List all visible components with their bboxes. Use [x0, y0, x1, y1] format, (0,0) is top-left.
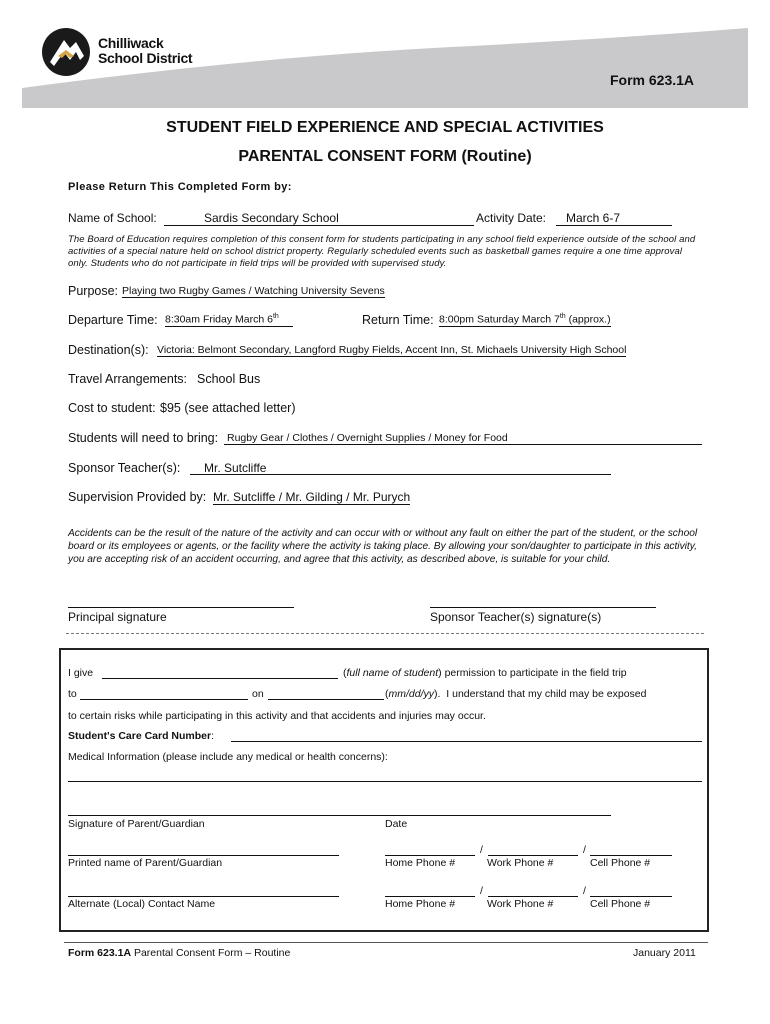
supervision-label: Supervision Provided by: [68, 490, 207, 504]
return-by-label: Please Return This Completed Form by: [68, 181, 292, 193]
travel-label: Travel Arrangements: [68, 372, 188, 386]
trip-date-line[interactable] [268, 699, 384, 700]
i-give-label: I give [68, 667, 94, 679]
accidents-notice: Accidents can be the result of the nature of the activity and can occur with or without any fault on either the part of the student, or the school board or its employees or agents, or the facility where the activity is taking place. By allowing your son/daughter to participate in this activity, you are accepting risk of an accident occurring, and agree that this activity, as described above, is suitable for your child. [68, 528, 698, 565]
activity-date-value[interactable]: March 6-7 [566, 211, 621, 225]
district-name-line2: School District [98, 50, 193, 66]
trip-destination-line[interactable] [80, 699, 248, 700]
footer-rule [64, 942, 708, 943]
alt-home-phone-line[interactable] [385, 896, 475, 897]
work-phone-label: Work Phone # [487, 857, 554, 869]
cut-line [66, 633, 704, 634]
printed-name-label: Printed name of Parent/Guardian [68, 857, 223, 869]
medical-label: Medical Information (please include any medical or health concerns): [68, 751, 388, 763]
alt-work-phone-line[interactable] [488, 896, 578, 897]
footer-date: January 2011 [633, 947, 696, 959]
cost-value[interactable]: $95 (see attached letter) [160, 401, 296, 415]
departure-sup: th [272, 313, 279, 320]
purpose-value[interactable]: Playing two Rugby Games / Watching University Sevens [122, 285, 385, 297]
return-suffix: (approx.) [568, 313, 611, 326]
activity-date-label: Activity Date: [476, 211, 547, 225]
care-card-line[interactable] [231, 741, 702, 742]
risks-text: to certain risks while participating in this activity and that accidents and injuries may occur. [68, 710, 486, 722]
phone-separator-3: / [480, 885, 483, 897]
alternate-contact-label: Alternate (Local) Contact Name [68, 898, 216, 910]
permission-text: permission to participate in the field trip [444, 667, 627, 679]
destination-label: Destination(s): [68, 343, 149, 357]
departure-label: Departure Time: [68, 313, 158, 327]
date-format-note: mm/dd/yy [388, 688, 435, 700]
principal-signature-label: Principal signature [68, 610, 167, 624]
bring-value[interactable]: Rugby Gear / Clothes / Overnight Supplies / Money for Food [227, 432, 508, 444]
bring-underline [224, 444, 702, 445]
alt-cell-phone-label: Cell Phone # [590, 898, 651, 910]
date-label: Date [385, 818, 408, 830]
district-logo-icon [40, 26, 92, 78]
footer-form-label: Form 623.1A [68, 947, 132, 959]
care-card-label: Student's Care Card Number [68, 730, 212, 742]
student-name-line[interactable] [102, 678, 338, 679]
full-name-note: full name of student [346, 667, 439, 679]
title-line1: STUDENT FIELD EXPERIENCE AND SPECIAL ACTIVITIES [166, 119, 604, 136]
alternate-contact-line[interactable] [68, 896, 339, 897]
medical-line[interactable] [68, 781, 702, 782]
parent-signature-label: Signature of Parent/Guardian [68, 818, 205, 830]
return-value[interactable]: 8:00pm Saturday March 7 [439, 313, 560, 326]
on-label: on [252, 688, 264, 700]
alt-cell-phone-line[interactable] [590, 896, 672, 897]
supervision-value[interactable]: Mr. Sutcliffe / Mr. Gilding / Mr. Purych [213, 490, 411, 504]
board-notice: The Board of Education requires completion of this consent form for students participating in any school field experience outside of the school and activities of a special nature held on school district property. Regularly scheduled events such as basketball games require a one time approval only. Students who do not participate in field trips will be provided with supervised study. [68, 234, 696, 269]
sponsor-label: Sponsor Teacher(s): [68, 461, 181, 475]
district-name [98, 36, 192, 66]
sponsor-value[interactable]: Mr. Sutcliffe [204, 461, 267, 475]
district-name-line1: Chilliwack [98, 35, 164, 51]
departure-value[interactable]: 8:30am Friday March 6 [165, 313, 273, 326]
cell-phone-label: Cell Phone # [590, 857, 651, 869]
home-phone-label: Home Phone # [385, 857, 456, 869]
work-phone-line[interactable] [488, 855, 578, 856]
sponsor-signature-line[interactable] [430, 607, 656, 608]
return-sup: th [559, 313, 566, 320]
to-label: to [68, 688, 77, 700]
parent-signature-line[interactable] [68, 815, 611, 816]
phone-separator-2: / [583, 844, 586, 856]
school-value[interactable]: Sardis Secondary School [204, 211, 339, 225]
return-label: Return Time: [362, 313, 434, 327]
principal-signature-line[interactable] [68, 607, 294, 608]
form-number: Form 623.1A [610, 72, 695, 88]
phone-separator: / [480, 844, 483, 856]
home-phone-line[interactable] [385, 855, 475, 856]
understand-text: I understand that my child may be exposed [446, 688, 647, 700]
printed-name-line[interactable] [68, 855, 339, 856]
destination-value[interactable]: Victoria: Belmont Secondary, Langford Rugby Fields, Accent Inn, St. Michaels University High School [157, 344, 627, 356]
alt-work-phone-label: Work Phone # [487, 898, 554, 910]
travel-value[interactable]: School Bus [197, 372, 261, 386]
cell-phone-line[interactable] [590, 855, 672, 856]
title-line2: PARENTAL CONSENT FORM (Routine) [238, 148, 532, 165]
school-label: Name of School: [68, 211, 157, 225]
purpose-label: Purpose: [68, 284, 119, 298]
footer-form-name: Parental Consent Form – Routine [133, 947, 291, 959]
alt-home-phone-label: Home Phone # [385, 898, 456, 910]
cost-label: Cost to student: [68, 401, 156, 415]
phone-separator-4: / [583, 885, 586, 897]
school-underline [164, 225, 474, 226]
bring-label: Students will need to bring: [68, 431, 219, 445]
activity-date-underline [556, 225, 672, 226]
sponsor-signature-label: Sponsor Teacher(s) signature(s) [430, 610, 602, 624]
